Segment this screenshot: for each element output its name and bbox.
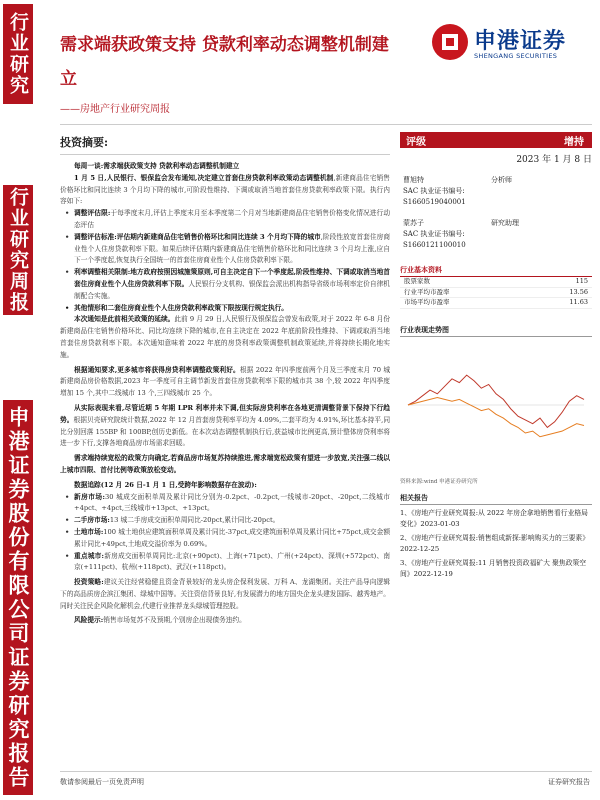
bullet-item: • 土地市场:100 城土地供应建筑面积单周及累计同比-37pct,成交建筑面积单周及累计同比+75pct,成交金额累计同比+49pct,土地成交溢价率为 0.69%。 — [60, 527, 390, 551]
logo-mark-icon — [432, 24, 468, 60]
analyst-role: 分析师 — [491, 176, 512, 184]
related-report-item[interactable]: 3、《房地产行业研究周报:11 月销售投资政福矿大 聚焦政策空间》2022-12-19 — [400, 558, 587, 578]
report-subtitle: ——房地产行业研究周报 — [60, 104, 170, 115]
bullet-item: • 调整评估标准:评估期内新建商品住宅销售价格环比和同比连续 3 个月均下降的城市,阶段性放宽首套住房商业性个人住房贷款利率下限。如果后续评估期内新建商品住宅销售价格环比和同比连续 3 个月均上涨,应自下一个季度起,恢复执行全国统一的首套住房商业性个人住房贷款利率下限。 — [60, 232, 390, 267]
report-date: 2023 年 1 月 8 日 — [516, 155, 592, 165]
left-category-bar — [0, 0, 36, 800]
logo-subtext: SHENGANG SECURITIES — [474, 52, 558, 60]
performance-chart — [400, 341, 592, 475]
chart-source: 资料来源:wind 申港证券研究所 — [400, 478, 478, 485]
weekly-topic-heading: 每周一谈:需求端获政策支持 贷款利率动态调整机制建立 — [74, 162, 240, 170]
data-tracking-heading: 数据追踪(12 月 26 日-1 月 1 日,受跨年影响数据存在波动): — [74, 480, 257, 489]
chart-series-line-1 — [408, 375, 584, 427]
data-row: 市场平均市盈率 11.63 — [400, 298, 592, 309]
analyst-name: 曹旭特 — [403, 176, 424, 184]
company-tag: 申港证券股份有限公司证券研究报告 — [3, 400, 33, 795]
bullet-item: • 其他情形和二套住房商业性个人住房贷款利率政策下限按现行规定执行。 — [60, 303, 390, 315]
paragraph: 投资策略:建议关注经营稳健且资金背景较好的龙头房企保利发展、万科 A、龙湖集团。关注产品导向逻辑下的高品质房企滨江集团、绿城中国等。关注资信背景良好,有发展潜力的地方国央企龙头建发国际、越秀地产。同时关注民企风险化解机会,代建行业推荐龙头绿城管理控股。 — [60, 578, 391, 610]
footer-label: 证券研究报告 — [548, 778, 590, 786]
chart-series-line-2 — [408, 397, 584, 436]
paragraph: 从实际表现来看,尽管近期 5 年期 LPR 利率并未下调,但实际房贷利率在各地更清调整背景下保持下行趋势。根据贝壳研究院统计数据,2022 年 12 月首套房贷利率平均为 4.09%,二套平均为 4.91%,环比基本持平,同比分别回落 155BP 和 100BP,创历史新低。在本次动态调整机制执行后,获益城市比例更高,预计整体房贷利率将进一步下行,支撑各地商品房市场需求回暖。 — [60, 403, 391, 448]
performance-chart-svg — [400, 341, 592, 471]
analyst-cert: S1660519040001 — [403, 198, 466, 206]
paragraph: 1 月 5 日,人民银行、银保监会发布通知,决定建立首套住房贷款利率政策动态调整机制,新建商品住宅销售价格环比和同比连续 3 个月均下降的城市,可阶段性维持、下调或取消当地首套住房贷款利率政策下限。执行内容如下: — [60, 173, 390, 206]
related-report-item[interactable]: 1、《房地产行业研究周报:从 2022 年房企拿地销售看行业格局变化》2023-01-03 — [400, 508, 588, 528]
rating-value: 增持 — [564, 137, 584, 148]
bullet-item: • 调整评估限:于每季度末月,评估上季度末月至本季度第二个月对当地新建商品住宅销售价格变化情况进行动态评估 — [60, 208, 390, 232]
related-reports-heading: 相关报告 — [400, 493, 592, 505]
analyst-cert: S1660121100010 — [403, 241, 466, 249]
chart-heading: 行业表现走势图 — [400, 325, 592, 337]
data-row: 行业平均市盈率 13.56 — [400, 288, 592, 299]
bullet-item: • 新房市场:30 城成交面积单周及累计同比分别为-0.2pct、-0.2pct,一线城市-20pct、-20pct,二线城市+4pct、+4pct,三线城市+13pct、+13pct。 — [60, 492, 390, 516]
bullet-item: • 二手房市场:13 城二手房成交面积单周同比-20pct,累计同比-20pct。 — [60, 515, 390, 527]
paragraph: 根据通知要求,更多城市将获得房贷利率调整政策利好。根据 2022 年四季度前两个月及三季度末月 70 城新建商品房价格数据,2023 年一季度可自主调节新发首套住房贷款利率下限的城市共 38 个,较 2022 年四季度增加 15 个,其中二线城市 13 个,三四线城市 25 个。 — [60, 365, 391, 398]
bullet-item: • 重点城市:新房成交面积单周同比:北京(+90pct)、上海(+71pct)、广州(+24pct)、深圳(+572pct)、南京(+111pct)、杭州(+118pct)、武汉(+118pct)。 — [60, 551, 390, 575]
report-type-tag: 行业研究周报 — [3, 185, 33, 315]
side-column — [400, 132, 592, 583]
bullet-item: • 利率调整相关限制:地方政府按照因城施策原则,可自主决定自下一个季度起,阶段性维持、下调或取消当地首套住房商业性个人住房贷款利率下限。人民银行分支机构、银保监会派出机构指导省级市场利率定价自律机制配合实施。 — [60, 267, 390, 302]
paragraph: 本次通知是此前相关政策的延续。此前 9 月 29 日,人民银行及银保监会曾发布政策,对于 2022 年 6-8 月份新建商品住宅销售价格环比、同比均连续下降的城市,在自主决定在 2022 年底前阶段性维持、下调或取消当地首套住房贷款利率下限。本次通知意味着 2022 年底的房贷利率政策调整机制政策延续,并将持续长期化地实施。 — [60, 315, 391, 359]
paragraph: 需求端持续宽松的政策方向确定,若商品房市场复苏持续推进,需求端宽松政策有望进一步放宽,关注强二线以上城市四限、首付比例等政策放松变动。 — [60, 454, 390, 474]
rating-label: 评级 — [406, 137, 426, 148]
paragraph: 风险提示:销售市场复苏不及预期,个别房企出现债务违约。 — [74, 616, 246, 625]
footer-divider — [60, 771, 592, 772]
footer-disclaimer: 敬请参阅最后一页免责声明 — [60, 778, 144, 786]
related-reports — [400, 508, 592, 580]
analyst-block — [400, 175, 592, 251]
analyst-role: 研究助理 — [491, 219, 519, 227]
data-row: 股票家数 115 — [400, 277, 592, 288]
related-report-item[interactable]: 2、《房地产行业研究周报:销售组成新探:影响购买力的三要素》2022-12-25 — [400, 533, 590, 553]
analyst-name: 蒙苏子 — [403, 219, 424, 227]
analyst-cert-label: SAC 执业证书编号: — [403, 187, 465, 195]
summary-heading: 投资摘要: — [60, 132, 390, 155]
category-tag: 行业研究 — [3, 4, 33, 104]
rating-bar — [400, 132, 592, 148]
report-title: 需求端获政策支持 贷款利率动态调整机制建立 — [60, 35, 389, 89]
company-logo — [432, 20, 592, 70]
industry-data-heading: 行业基本资料 — [400, 265, 592, 277]
header-divider — [60, 124, 592, 125]
main-column — [60, 132, 390, 627]
analyst-cert-label: SAC 执业证书编号: — [403, 230, 465, 238]
logo-text: 申港证券 — [474, 29, 567, 54]
